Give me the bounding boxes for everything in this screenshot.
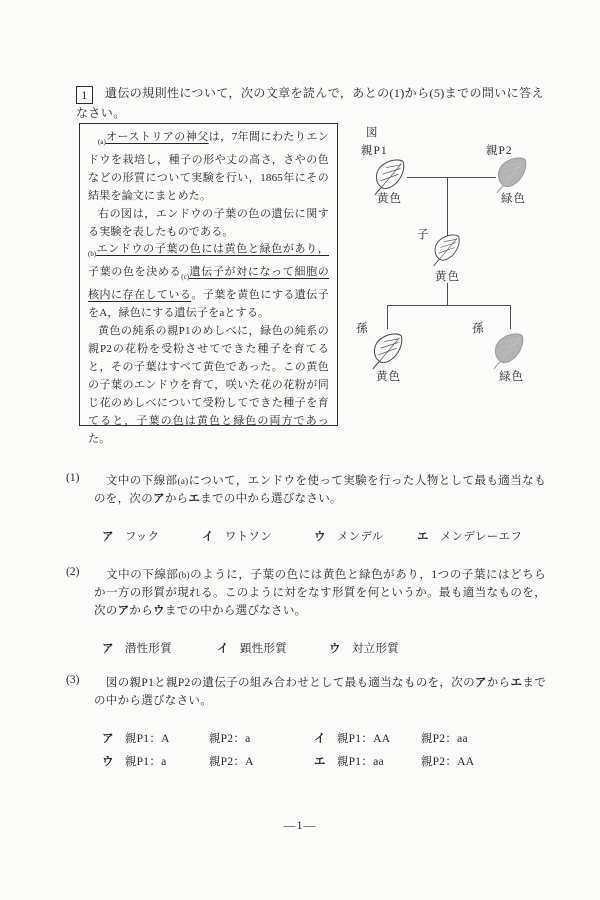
option-part: 親P2：a bbox=[208, 733, 251, 745]
option-エ[interactable] bbox=[314, 753, 546, 771]
option-ア[interactable] bbox=[102, 730, 314, 748]
option-part: 親P1：a bbox=[124, 756, 167, 768]
right-drop-line bbox=[510, 305, 511, 329]
passage-paragraph: 黄色の純系の親P1のめしべに，緑色の純系の親P2の花粉を受粉させてできた種子を育てると，その子葉はすべて黄色であった。この黄色の子葉のエンドウを育て，咲いた花の花粉が同じ花のめしべについて受粉してできた種子を育てると，子葉の色は黄色と緑色の両方であった。 bbox=[88, 325, 329, 445]
option-key: ウ bbox=[102, 756, 114, 768]
option-key: イ bbox=[217, 643, 229, 655]
passage-paragraph: $_{(a)}$オーストリアの神父は，7年間にわたりエンドウを栽培し，種子の形や丈の高さ，さやの色などの形質について実験を行い，1865年にその結果を論文にまとめた。 bbox=[88, 131, 330, 202]
parent1-color-label: 黄色 bbox=[377, 193, 402, 205]
question-1-text: 文中の下線部(a)について，エンドウを使って実験を行った人物として最も適当なものを，次のアからエまでの中から選びなさい。 bbox=[94, 475, 546, 505]
option-part: 親P1：AA bbox=[336, 733, 391, 745]
child-color-label: 黄色 bbox=[435, 271, 460, 283]
left-drop-line bbox=[387, 305, 388, 329]
option-key: イ bbox=[314, 733, 326, 745]
grandchild1-label: 孫 bbox=[356, 323, 369, 335]
option-key: ア bbox=[102, 733, 114, 745]
child-label: 子 bbox=[417, 229, 430, 241]
passage-box bbox=[79, 123, 338, 445]
option-part: 親P2：AA bbox=[420, 756, 475, 768]
header-instruction: 遺伝の規則性について，次の文章を読んで，あとの(1)から(5)までの問いに答えなさい。 bbox=[76, 86, 544, 120]
option-ア[interactable] bbox=[102, 640, 217, 658]
option-key: ウ bbox=[314, 531, 326, 543]
grandchildren-branch-line bbox=[387, 305, 511, 306]
parent1-label: 親P1 bbox=[361, 145, 388, 157]
question-3-number: (3) bbox=[66, 674, 80, 686]
parent2-leaf-icon bbox=[495, 156, 529, 194]
option-label: 顕性形質 bbox=[239, 643, 288, 655]
option-key: ア bbox=[102, 531, 114, 543]
question-1 bbox=[64, 472, 546, 546]
option-part: 親P2：aa bbox=[420, 733, 468, 745]
question-2-text: 文中の下線部(b)のように，子葉の色には黄色と緑色があり，1つの子葉にはどちらか一方の形質が現れる。このように対をなす形質を何というか。最も適当なものを，次のアからウまでの中から選びなさい。 bbox=[94, 569, 546, 617]
option-label: 対立形質 bbox=[351, 643, 400, 655]
option-ウ[interactable] bbox=[329, 640, 399, 658]
option-label: メンデレーエフ bbox=[439, 531, 523, 543]
grandchild1-color-label: 黄色 bbox=[376, 371, 401, 383]
parents-connector-line bbox=[407, 177, 496, 178]
option-イ[interactable] bbox=[202, 528, 314, 546]
grandchild1-leaf-icon bbox=[371, 332, 405, 370]
big-question-number: 1 bbox=[76, 86, 93, 104]
option-label: ワトソン bbox=[224, 531, 273, 543]
option-part: 親P2：A bbox=[208, 756, 254, 768]
option-ウ[interactable] bbox=[102, 753, 314, 771]
figure-title: 図 bbox=[366, 127, 379, 139]
option-key: ウ bbox=[329, 643, 341, 655]
option-part: 親P1：aa bbox=[336, 756, 384, 768]
question-3 bbox=[64, 674, 546, 771]
option-label: フック bbox=[124, 531, 160, 543]
option-label: メンデル bbox=[336, 531, 384, 543]
question-header bbox=[76, 84, 556, 121]
page-number: ―1― bbox=[283, 818, 317, 832]
option-label: 潜性形質 bbox=[124, 643, 173, 655]
option-key: エ bbox=[314, 756, 326, 768]
question-1-number: (1) bbox=[66, 472, 80, 484]
parent2-color-label: 緑色 bbox=[501, 193, 526, 205]
option-ウ[interactable] bbox=[314, 528, 417, 546]
option-key: ア bbox=[102, 643, 114, 655]
grandchild2-leaf-icon bbox=[492, 332, 526, 370]
child-leaf-icon bbox=[432, 233, 462, 267]
question-3-options bbox=[94, 730, 546, 771]
child-to-branch-line bbox=[447, 283, 448, 305]
question-2 bbox=[64, 566, 546, 658]
passage-paragraph: $_{(b)}$エンドウの子葉の色には黄色と緑色があり，子葉の色を決める$_{(c)}$遺伝子が対になって細胞の核内に存在している。子葉を黄色にする遺伝子をA，緑色にする遺伝子をaとする。 bbox=[88, 243, 329, 320]
option-エ[interactable] bbox=[417, 528, 522, 546]
parent2-label: 親P2 bbox=[486, 145, 513, 157]
question-2-number: (2) bbox=[66, 566, 80, 578]
parents-to-child-line bbox=[447, 177, 448, 236]
inheritance-figure bbox=[355, 120, 550, 392]
passage-paragraph: 右の図は，エンドウの子葉の色の遺伝に関する実験を表したものである。 bbox=[88, 207, 329, 238]
option-ア[interactable] bbox=[102, 528, 202, 546]
option-イ[interactable] bbox=[314, 730, 546, 748]
option-key: エ bbox=[417, 531, 429, 543]
question-3-text: 図の親P1と親P2の遺伝子の組み合わせとして最も適当なものを，次のアからエまでの中から選びなさい。 bbox=[94, 677, 546, 707]
grandchild2-label: 孫 bbox=[472, 323, 485, 335]
option-part: 親P1：A bbox=[124, 733, 170, 745]
option-イ[interactable] bbox=[217, 640, 329, 658]
question-2-options bbox=[94, 640, 546, 658]
passage-text bbox=[88, 129, 329, 448]
question-1-options bbox=[94, 528, 546, 546]
grandchild2-color-label: 緑色 bbox=[499, 371, 524, 383]
option-key: イ bbox=[202, 531, 214, 543]
